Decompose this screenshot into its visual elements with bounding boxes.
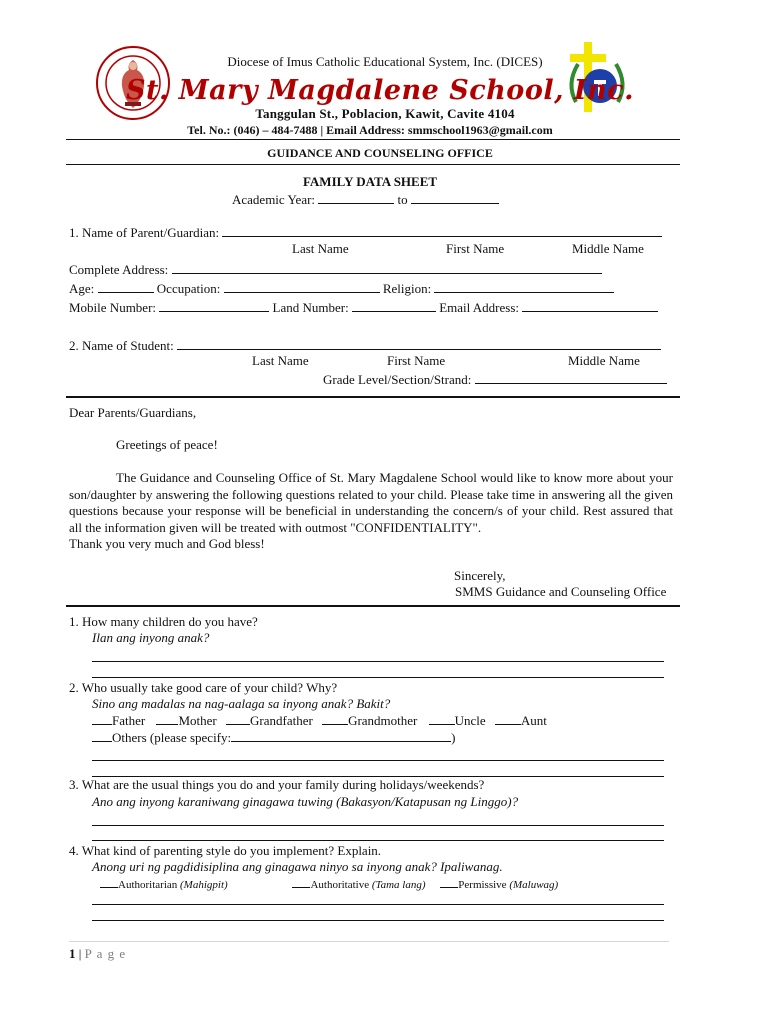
q2-mother-label: Mother [178,713,217,728]
q4-permissive-check[interactable] [440,877,458,888]
grade-label: Grade Level/Section/Strand: [323,372,472,387]
q1-answer-line-1[interactable] [92,661,664,662]
academic-year-end-field[interactable] [411,191,499,204]
q4-answer-line-1[interactable] [92,904,664,905]
q4-answer-line-2[interactable] [92,920,664,921]
q4-text: 4. What kind of parenting style do you implement? Explain. [69,843,382,858]
q2-father-label: Father [112,713,146,728]
email-field[interactable] [522,299,658,312]
academic-year-row [232,191,499,208]
letter-body [69,470,673,536]
q2-answer-line-1[interactable] [92,760,664,761]
q3-answer-line-1[interactable] [92,825,664,826]
q4-permissive-fil: (Maluwag) [509,879,559,891]
page-number: 1 [69,946,76,961]
q1-text: 1. How many children do you have? [69,614,258,629]
academic-year-to: to [397,192,408,207]
mobile-label: Mobile Number: [69,300,157,315]
religion-label: Religion: [382,281,432,296]
section-divider-2 [66,605,680,607]
letter-body-text: The Guidance and Counseling Office of St. Mary Magdalene School would like to know more about your son/daughter by answering the following questions related to your child. Please take time in answering all the given questions because your response will be beneficial in understanding the concern/s of your child. Rest assured that all the information given will be treated with outmost "CONFIDENTIALITY". [69,470,673,535]
q2-grandmother-label: Grandmother [348,713,418,728]
q4-options-row [100,877,558,892]
age-row [69,280,614,297]
q2-grandmother-check[interactable] [322,712,348,725]
address-field[interactable] [172,261,602,274]
parent-name-field[interactable] [222,224,662,237]
diocese-name: Diocese of Imus Catholic Educational System, Inc. (DICES) [227,54,543,69]
section-divider-1 [66,396,680,398]
q2-uncle-check[interactable] [429,712,455,725]
q2-others-row [92,729,455,746]
footer-rule [69,941,669,942]
office-title: GUIDANCE AND COUNSELING OFFICE [267,146,493,160]
student-last-caption: Last Name [252,353,309,368]
age-label: Age: [69,281,95,296]
q2-grandfather-check[interactable] [226,712,250,725]
student-name-row [69,337,661,354]
q3-text: 3. What are the usual things you do and your family during holidays/weekends? [69,777,485,792]
q2-others-field[interactable] [231,729,451,742]
contact-row [69,299,658,316]
q4-permissive-label: Permissive [458,879,507,891]
mobile-field[interactable] [159,299,269,312]
land-label: Land Number: [272,300,349,315]
student-middle-caption: Middle Name [568,353,640,368]
address-row [69,261,602,278]
student-first-caption: First Name [387,353,446,368]
school-street: Tanggulan St., Poblacion, Kawit, Cavite 4104 [255,106,515,121]
page-footer [69,946,126,962]
address-label: Complete Address: [69,262,169,277]
header-rule-bottom [66,164,680,165]
q4-authoritative-fil: (Tama lang) [371,879,426,891]
q2-mother-check[interactable] [156,712,178,725]
header-rule-top [66,139,680,140]
occupation-field[interactable] [224,280,380,293]
age-field[interactable] [98,280,154,293]
q2-others-check[interactable] [92,729,112,742]
letter-thanks: Thank you very much and God bless! [69,536,265,551]
land-field[interactable] [352,299,436,312]
school-contact: Tel. No.: (046) – 484-7488 | Email Address: smmschool1963@gmail.com [187,123,553,137]
q2-aunt-label: Aunt [520,713,547,728]
student-name-field[interactable] [177,337,661,350]
academic-year-start-field[interactable] [318,191,394,204]
q2-grandfather-label: Grandfather [250,713,313,728]
parent-first-caption: First Name [446,241,505,256]
letter-closing: Sincerely, [454,568,506,583]
page-separator: | [78,946,82,961]
academic-year-label: Academic Year: [232,192,316,207]
school-name: St. Mary Magdalene School, Inc. [126,75,634,106]
q2-options-row [92,712,547,729]
email-label: Email Address: [439,300,519,315]
q4-authoritative-label: Authoritative [310,879,370,891]
q4-authoritarian-check[interactable] [100,877,118,888]
q2-aunt-check[interactable] [495,712,521,725]
grade-row [323,371,667,388]
q4-authoritarian-label: Authoritarian [118,879,178,891]
q2-text: 2. Who usually take good care of your child? Why? [69,680,338,695]
q2-uncle-label: Uncle [454,713,486,728]
q1-answer-line-2[interactable] [92,677,664,678]
q2-text-fil: Sino ang madalas na nag-aalaga sa inyong anak? Bakit? [92,696,391,711]
q1-text-fil: Ilan ang inyong anak? [92,630,210,645]
page-label: P a g e [84,946,127,961]
student-name-label: 2. Name of Student: [69,338,174,353]
q4-authoritative-check[interactable] [292,877,310,888]
parent-name-label: 1. Name of Parent/Guardian: [69,225,220,240]
q3-answer-line-2[interactable] [92,840,664,841]
form-title: FAMILY DATA SHEET [302,174,438,189]
parent-last-caption: Last Name [292,241,349,256]
occupation-label: Occupation: [156,281,221,296]
q4-text-fil: Anong uri ng pagdidisiplina ang ginagawa ninyo sa inyong anak? Ipaliwanag. [92,859,503,874]
q2-others-label: Others (please specify: [112,730,232,745]
religion-field[interactable] [434,280,614,293]
q2-others-close: ) [451,730,456,745]
greeting: Greetings of peace! [116,437,218,452]
letter-signature: SMMS Guidance and Counseling Office [455,584,667,599]
q2-father-check[interactable] [92,712,112,725]
q3-text-fil: Ano ang inyong karaniwang ginagawa tuwing (Bakasyon/Katapusan ng Linggo)? [92,794,519,809]
q4-authoritarian-fil: (Mahigpit) [180,879,228,891]
grade-field[interactable] [475,371,667,384]
parent-middle-caption: Middle Name [572,241,644,256]
parent-name-row [69,224,662,241]
salutation: Dear Parents/Guardians, [69,405,197,420]
